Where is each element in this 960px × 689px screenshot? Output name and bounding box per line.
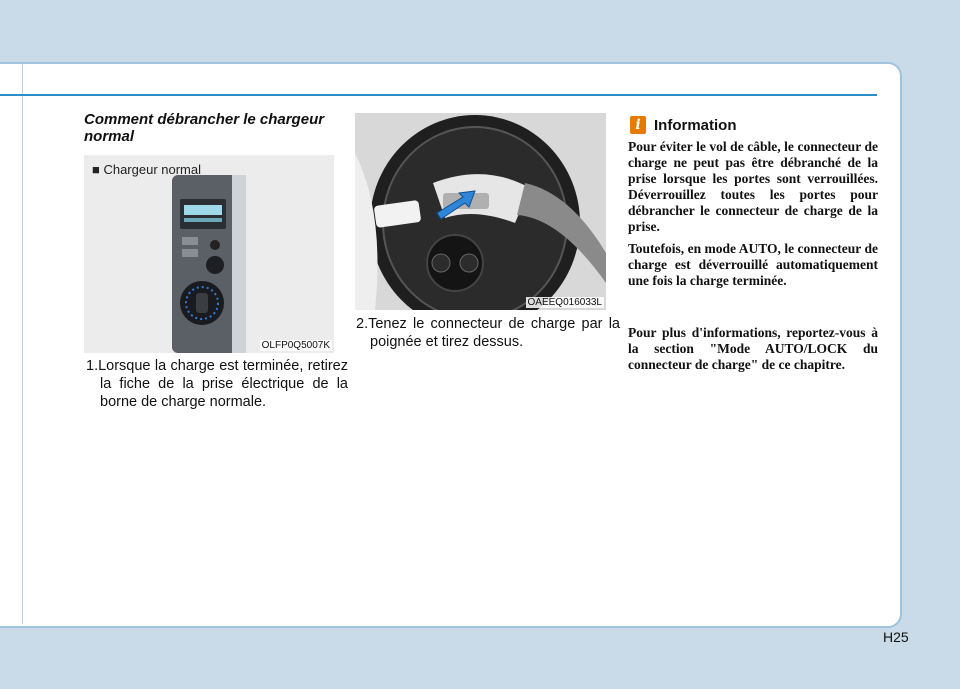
charging-port-illustration [355, 113, 606, 310]
left-margin-line [22, 64, 23, 624]
header-rule [0, 94, 877, 96]
step-1: 1.Lorsque la charge est terminée, retirez la fiche de la prise électrique de la borne de charge normale. [86, 358, 348, 410]
charging-port-figure [355, 113, 606, 310]
step-2: 2.Tenez le connecteur de charge par la poignée et tirez dessus. [356, 316, 620, 350]
info-icon: i [630, 116, 646, 134]
information-paragraph: Toutefois, en mode AUTO, le connecteur de charge est déverrouillé automatiquement une fois la charge terminée. [628, 241, 878, 288]
figure-code: OLFP0Q5007K [261, 340, 330, 351]
information-paragraph: Pour plus d'informations, reportez-vous à la section "Mode AUTO/LOCK du connecteur de charge" de ce chapitre. [628, 325, 878, 372]
section-heading: Comment débrancher le chargeur normal [84, 111, 325, 145]
information-title: Information [654, 116, 737, 134]
charger-figure [84, 155, 334, 353]
figure-code: OAEEQ016033L [527, 297, 602, 308]
figure-caption: ■ Chargeur normal [92, 162, 202, 177]
page-number: H25 [883, 629, 909, 645]
charger-illustration [84, 155, 334, 353]
information-paragraph: Pour éviter le vol de câble, le connecteur de charge ne peut pas être débranché de la prise lorsque les portes sont verrouillées. Déverrouillez toutes les portes pour débrancher le connecteur de charge de la prise. [628, 139, 878, 234]
information-header [630, 116, 737, 134]
